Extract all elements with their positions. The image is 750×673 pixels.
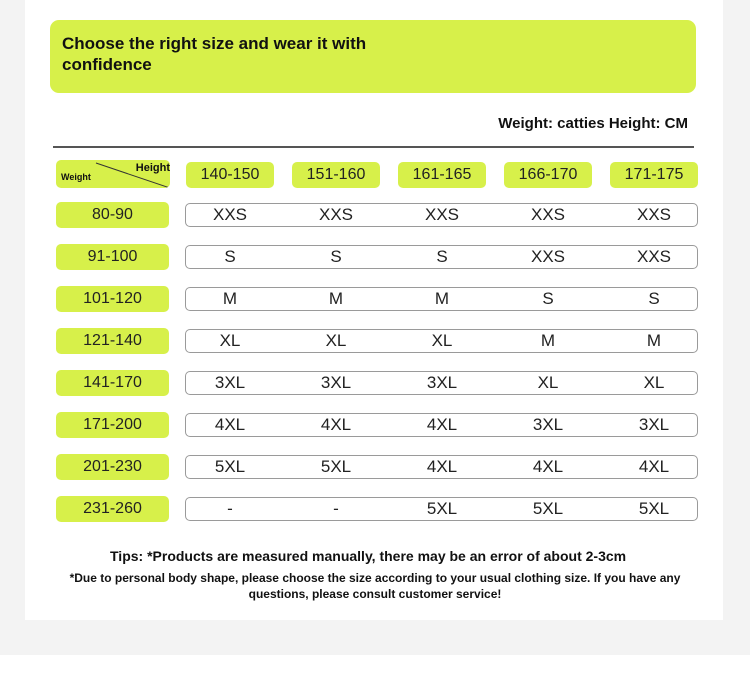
- size-value: M: [646, 331, 662, 350]
- size-value: 4XL: [214, 415, 246, 434]
- height-header: 140-150: [186, 162, 274, 188]
- height-header: 171-175: [610, 162, 698, 188]
- size-value: 3XL: [320, 373, 352, 392]
- size-value: 5XL: [532, 499, 564, 518]
- size-value: M: [434, 289, 450, 308]
- weight-header: 101-120: [56, 286, 169, 312]
- size-value: 4XL: [638, 457, 670, 476]
- height-header: 166-170: [504, 162, 592, 188]
- corner-weight-label: Weight: [61, 172, 91, 182]
- height-header: 151-160: [292, 162, 380, 188]
- size-value: 5XL: [638, 499, 670, 518]
- size-value: -: [227, 499, 233, 518]
- size-value: 4XL: [426, 457, 458, 476]
- size-value: M: [222, 289, 238, 308]
- size-value: M: [540, 331, 556, 350]
- corner-height-label: Height: [135, 162, 170, 174]
- size-value: XXS: [530, 205, 566, 224]
- size-value: M: [328, 289, 344, 308]
- size-value: XXS: [212, 205, 248, 224]
- size-value: 4XL: [532, 457, 564, 476]
- size-value: S: [224, 247, 236, 266]
- size-value: 4XL: [320, 415, 352, 434]
- divider: [53, 146, 694, 148]
- size-value: XXS: [636, 247, 672, 266]
- size-value: 3XL: [426, 373, 458, 392]
- size-value: XXS: [424, 205, 460, 224]
- size-value: 5XL: [214, 457, 246, 476]
- weight-header: 91-100: [56, 244, 169, 270]
- bottom-strip: [0, 655, 750, 673]
- size-value: XL: [431, 331, 453, 350]
- size-value: XL: [537, 373, 559, 392]
- banner-title: Choose the right size and wear it with confidence: [62, 34, 367, 74]
- size-value: XXS: [636, 205, 672, 224]
- size-value: XXS: [318, 205, 354, 224]
- weight-header: 141-170: [56, 370, 169, 396]
- size-value: 5XL: [426, 499, 458, 518]
- size-value: XL: [325, 331, 347, 350]
- size-value: -: [333, 499, 339, 518]
- height-header: 161-165: [398, 162, 486, 188]
- tips-text: Tips: *Products are measured manually, there may be an error of about 2-3cm: [110, 548, 627, 564]
- table-corner-header: [56, 160, 170, 188]
- weight-header: 121-140: [56, 328, 169, 354]
- weight-header: 201-230: [56, 454, 169, 480]
- size-value: 3XL: [638, 415, 670, 434]
- size-value: S: [436, 247, 448, 266]
- units-label: Weight: catties Height: CM: [498, 115, 688, 132]
- size-value: XL: [643, 373, 665, 392]
- size-value: 4XL: [426, 415, 458, 434]
- size-value: 5XL: [320, 457, 352, 476]
- size-value: S: [648, 289, 660, 308]
- weight-header: 231-260: [56, 496, 169, 522]
- title-banner: [50, 20, 696, 93]
- weight-header: 80-90: [56, 202, 169, 228]
- size-value: XXS: [530, 247, 566, 266]
- note-text: *Due to personal body shape, please choose the size according to your usual clothing size. If you have any questions, please consult customer service!: [69, 571, 681, 601]
- size-value: S: [542, 289, 554, 308]
- weight-header: 171-200: [56, 412, 169, 438]
- size-value: 3XL: [214, 373, 246, 392]
- size-value: XL: [219, 331, 241, 350]
- size-value: S: [330, 247, 342, 266]
- size-value: 3XL: [532, 415, 564, 434]
